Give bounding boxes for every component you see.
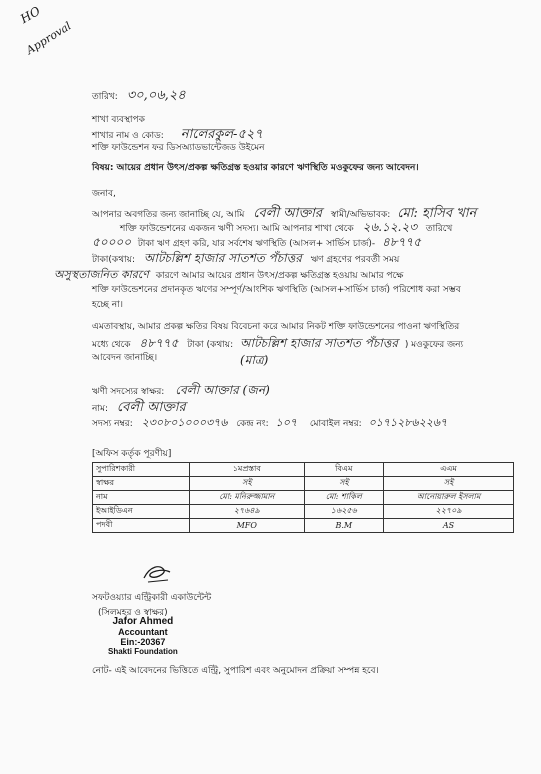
applicant-sig-value: বেলী আক্তার (জন) xyxy=(175,383,270,397)
row-label: পদবী xyxy=(93,519,190,533)
table-cell: মো: শাকিল xyxy=(304,491,384,505)
table-cell: ২৭৬৪৯ xyxy=(190,505,305,519)
table-cell: AS xyxy=(384,519,514,533)
body-text: ) মওকুফের জন্য xyxy=(404,340,464,350)
body-text: মধ্যে থেকে xyxy=(92,340,131,350)
body-text: শক্তি ফাউন্ডেশনের একজন ঋণী সদস্য। আমি আপনার শাখা থেকে xyxy=(120,224,354,234)
table-row xyxy=(93,519,514,533)
waiver-amount-hand: ৪৮৭৭৫ xyxy=(139,336,179,350)
center-label: কেন্দ্র নং: xyxy=(236,419,269,429)
mobile-label: মোবাইল নম্বর: xyxy=(309,419,362,429)
accountant-title: সফটওয়্যার এন্ট্রিকারী একাউন্টেন্ট xyxy=(92,593,212,603)
table-header-cell: এএম xyxy=(384,463,514,477)
table-header-cell: ১মপ্রস্তাব xyxy=(190,463,305,477)
row-label: ইআইডিএন xyxy=(93,505,190,519)
table-cell: সই xyxy=(384,477,514,491)
body-text: স্বামী/অভিভাবক: xyxy=(330,210,391,220)
footer-note: নোট- এই আবেদনের ভিত্তিতে এন্ট্রি, সুপারিশ এবং অনুমোদন প্রক্রিয়া সম্পন্ন হবে। xyxy=(92,666,379,676)
table-cell: ২২৭০৯ xyxy=(384,505,514,519)
branch-manager-label: শাখা ব্যবস্থাপক xyxy=(92,115,145,125)
body-line-6: শক্তি ফাউন্ডেশনের প্রদানকৃত ঋণের সম্পূর্ণ/আংশিক ঋণস্থিতি (আসল+সার্ভিস চার্জ) পরিশোধ করা সম্ভব xyxy=(92,285,461,295)
table-header-row xyxy=(93,463,514,477)
corner-note-line1: HO xyxy=(18,3,43,27)
table-cell: সই xyxy=(304,477,384,491)
corner-note-line2: Approval xyxy=(24,19,74,58)
date-row xyxy=(92,86,186,107)
body-text: তারিখে xyxy=(425,224,453,234)
body-line-8: এমতাবস্থায়, আমার প্রকল্প ক্ষতির বিষয় বিবেচনা করে আমার নিকট শক্তি ফাউন্ডেশনের পাওনা ঋণস্থিতির xyxy=(92,322,460,332)
corner-note xyxy=(18,4,43,26)
recommendation-table xyxy=(92,462,514,533)
guardian-name-hand: মো: হাসিব খান xyxy=(397,206,477,221)
mobile-value: ০১৭১২৮৬২২৬৭ xyxy=(368,416,448,429)
applicant-name-label: নাম: xyxy=(92,404,109,414)
waiver-words-hand: আটচল্লিশ হাজার সাতশত পঁচাত্তর xyxy=(240,336,398,350)
waiver-words-cont-hand: (মাত্র) xyxy=(240,353,269,367)
org-line: শক্তি ফাউন্ডেশন ফর ডিসঅ্যাডভান্টেজড উইমেন xyxy=(92,143,265,153)
center-value: ১০৭ xyxy=(275,416,298,429)
corner-note-2 xyxy=(24,19,73,57)
table-cell: ১৬২৫৬ xyxy=(304,505,384,519)
table-cell: আনোয়ারুল ইসলাম xyxy=(384,491,514,505)
body-text: টাকা (কথায়: xyxy=(187,340,234,350)
stamp-ein: Ein:-20367 xyxy=(120,637,166,647)
table-cell: মো: মনিরুজ্জামান xyxy=(190,491,305,505)
applicant-name-hand: বেলী আক্তার xyxy=(253,206,323,221)
applicant-name-value: বেলী আক্তার xyxy=(116,400,186,415)
stamp-org: Shakti Foundation xyxy=(108,647,178,656)
body-text: কারণে আমার আয়ের প্রধান উৎস/প্রকল্প ক্ষতিগ্রস্ত হওয়ায় আমার পক্ষে xyxy=(155,271,404,281)
loan-balance-hand: ৪৮৭৭৫ xyxy=(382,235,421,249)
table-cell: MFO xyxy=(190,519,305,533)
office-section-title: [অফিস কর্তৃক পূরণীয়] xyxy=(92,449,172,459)
reason-hand: অসুস্থতাজনিত কারণে xyxy=(54,268,149,281)
loan-date-hand: ২৬.১২.২৩ xyxy=(362,220,418,234)
subject-line: বিষয়: আয়ের প্রধান উৎস/প্রকল্প ক্ষতিগ্রস্ত হওয়ার কারণে ঋণস্থিতি মওকুফের জন্য আবেদন। xyxy=(92,163,419,173)
table-row xyxy=(93,477,514,491)
table-cell: B.M xyxy=(304,519,384,533)
loan-amount-hand: ৫০০০০ xyxy=(92,235,131,249)
accountant-seal-note: (সিলমহর ও স্বাক্ষর) xyxy=(98,608,168,618)
member-no-value: ২৩০৮০১০০০৩৭৬ xyxy=(141,416,228,429)
stamp-role: Accountant xyxy=(118,627,168,637)
date-value: ৩০,০৬,২৪ xyxy=(126,88,186,103)
body-text: আপনার অবগতির জন্য জানাচ্ছি যে, আমি xyxy=(92,210,245,220)
accountant-stamp xyxy=(108,617,178,657)
table-row xyxy=(93,505,514,519)
table-cell: সই xyxy=(190,477,305,491)
body-text: টাকা(কথায়: xyxy=(92,255,135,265)
accountant-signature xyxy=(140,560,174,586)
row-label: নাম xyxy=(93,491,190,505)
applicant-ids-row xyxy=(92,414,447,433)
body-text: টাকা ঋণ গ্রহণ করি, যার সর্বশেষ ঋণস্থিতি (আসল+ সার্ভিস চার্জ)- xyxy=(137,239,376,249)
body-line-10: আবেদন জানাচ্ছি। xyxy=(92,353,158,363)
applicant-sig-label: ঋণী সদস্যের স্বাক্ষর: xyxy=(92,387,165,397)
member-no-label: সদস্য নম্বর: xyxy=(92,419,133,429)
branch-name-value: নালেরকুল-৫২৭ xyxy=(180,127,263,142)
table-header-cell: বিএম xyxy=(304,463,384,477)
body-text: ঋণ গ্রহণের পরবর্তী সময় xyxy=(310,255,400,265)
table-row xyxy=(93,491,514,505)
row-label: স্বাক্ষর xyxy=(93,477,190,491)
balance-words-hand: আটচল্লিশ হাজার সাতশত পঁচাত্তর xyxy=(143,251,302,265)
table-header-cell: সুপারিশকারী xyxy=(93,463,190,477)
salutation: জনাব, xyxy=(92,189,116,199)
branch-name-label: শাখার নাম ও কোড: xyxy=(92,131,164,141)
date-label: তারিখ: xyxy=(92,92,118,102)
body-line-7: হচ্ছে না। xyxy=(92,300,123,310)
stamp-name: Jafor Ahmed xyxy=(112,616,174,627)
